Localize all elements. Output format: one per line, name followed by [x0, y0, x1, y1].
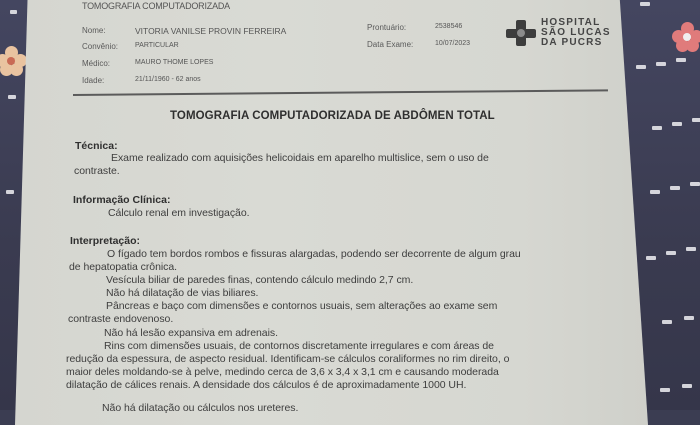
clinical-info-heading: Informação Clínica: — [73, 194, 171, 206]
technique-line: contraste. — [74, 165, 120, 177]
cross-icon — [506, 20, 536, 46]
interpretation-line: Não há dilatação ou cálculos nos ureteres. — [102, 402, 299, 414]
doctor-label: Médico: — [82, 59, 111, 68]
interpretation-heading: Interpretação: — [70, 235, 141, 247]
technique-heading: Técnica: — [75, 140, 118, 152]
age-label: Idade: — [82, 76, 105, 85]
insurance-value: PARTICULAR — [135, 42, 179, 49]
hospital-logo — [506, 18, 616, 50]
interpretation-line: Vesícula biliar de paredes finas, contendo cálculo medindo 2,7 cm. — [106, 274, 414, 286]
technique-line: Exame realizado com aquisições helicoidais em aparelho multislice, sem o uso de — [111, 152, 489, 164]
interpretation-line: Rins com dimensões usuais, de contornos discretamente irregulares e com áreas de — [104, 340, 494, 352]
age-value: 21/11/1960 - 62 anos — [135, 76, 201, 83]
exam-date-value: 10/07/2023 — [435, 40, 471, 47]
interpretation-line: dilatação de cálices renais. A densidade dos cálculos é de aproximadamente 1000 UH. — [66, 379, 467, 391]
hospital-name: HOSPITAL SÃO LUCAS DA PUCRS — [541, 17, 611, 48]
report-title: TOMOGRAFIA COMPUTADORIZADA DE ABDÔMEN TOTAL — [170, 110, 495, 122]
name-value: VITORIA VANILSE PROVIN FERREIRA — [135, 26, 287, 36]
clinical-info-line: Cálculo renal em investigação. — [108, 207, 250, 219]
interpretation-line: maior deles moldando-se à pelve, medindo cerca de 3,6 x 3,4 x 3,1 cm e causando moderada — [66, 366, 499, 378]
insurance-label: Convênio: — [82, 42, 119, 51]
interpretation-line: O fígado tem bordos rombos e fissuras alargadas, podendo ser decorrente de algum grau — [107, 248, 521, 260]
interpretation-line: contraste endovenoso. — [68, 313, 174, 325]
exam-date-label: Data Exame: — [367, 40, 414, 49]
interpretation-line: Não há dilatação de vias biliares. — [106, 287, 259, 299]
record-label: Prontuário: — [367, 23, 407, 32]
interpretation-line: Pâncreas e baço com dimensões e contornos usuais, sem alterações ao exame sem — [106, 300, 498, 312]
interpretation-line: Não há lesão expansiva em adrenais. — [104, 327, 278, 339]
interpretation-line: redução da espessura, de aspecto residual. Identificam-se cálculos coraliformes no rim direito, o — [66, 353, 510, 365]
record-value: 2538546 — [435, 23, 463, 30]
document-type: TOMOGRAFIA COMPUTADORIZADA — [82, 1, 230, 11]
doctor-value: MAURO THOME LOPES — [135, 59, 214, 66]
name-label: Nome: — [82, 26, 106, 35]
header-divider — [73, 89, 608, 96]
interpretation-line: de hepatopatia crônica. — [69, 261, 178, 273]
